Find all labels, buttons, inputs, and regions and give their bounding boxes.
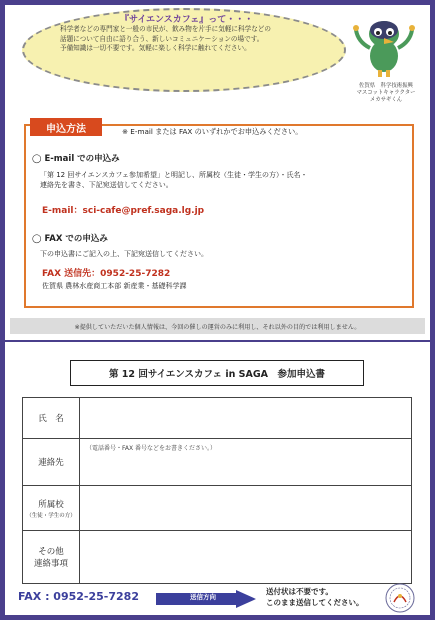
fax-organization: 佐賀県 農林水産商工本部 新産業・基礎科学課 [42, 282, 187, 290]
school-label-cell [23, 486, 80, 531]
mascot-caption: 佐賀県 科学技術振興 マスコットキャラクター メカサギくん [356, 83, 416, 103]
form-row-name [23, 398, 412, 439]
email-section-heading: ◯ E-mail での申込み [32, 154, 120, 164]
contact-label: 連絡先 [23, 439, 80, 486]
other-label-line1: その他 [38, 547, 64, 557]
form-row-other [23, 531, 412, 584]
name-field[interactable] [80, 398, 412, 439]
fax-section-heading: ◯ FAX での申込み [32, 234, 108, 244]
footer-fax-number: FAX : 0952-25-7282 [18, 590, 139, 603]
heron-mascot-icon [350, 12, 416, 78]
contact-hint: （電話番号・FAX 番号などをお書きください。） [86, 445, 217, 452]
logo-stamp-icon [380, 582, 420, 614]
school-sublabel: （生徒・学生の方） [26, 512, 76, 519]
application-method-tab: 申込方法 [30, 118, 102, 136]
email-instructions: 「第 12 回サイエンスカフェ参加希望」と明記し、所属校（生徒・学生の方）・氏名・ 連絡先を書き、下記宛送信してください。 [40, 171, 308, 189]
fax-instructions: 下の申込書にご記入の上、下記宛送信してください。 [40, 250, 208, 258]
send-direction-label: 送信方向 [190, 593, 216, 601]
form-row-school [23, 486, 412, 531]
application-note: ※ E-mail または FAX のいずれかでお申込みください。 [122, 127, 303, 136]
school-field[interactable] [80, 486, 412, 531]
other-field[interactable] [80, 531, 412, 584]
fax-destination: FAX 送信先：0952-25-7282 [42, 269, 171, 279]
intro-title: 『サイエンスカフェ』って・・・ [120, 15, 254, 25]
other-label-cell [23, 531, 80, 584]
email-address[interactable]: E-mail：sci-cafe@pref.saga.lg.jp [42, 206, 205, 216]
form-row-contact [23, 439, 412, 486]
privacy-notice: ※提供していただいた個人情報は、今回の催しの運営のみに利用し、それ以外の目的では利用しません。 [10, 318, 425, 334]
form-title: 第 12 回サイエンスカフェ in SAGA 参加申込書 [70, 360, 364, 386]
application-form-table [22, 397, 412, 584]
footer-note: 送付状は不要です。 このまま送信してください。 [266, 587, 364, 607]
other-label-line2: 連絡事項 [33, 559, 68, 569]
contact-field[interactable] [80, 439, 412, 486]
separator-line [5, 340, 430, 342]
intro-text: 科学者などの専門家と一般の市民が、飲み物を片手に気軽に科学などの 話題について自由に語り合う、新しいコミュニケーションの場です。 予備知識は一切不要です。気軽に楽しく科学に触れてください。 [60, 25, 271, 53]
school-label: 所属校 [38, 499, 64, 510]
name-label: 氏 名 [23, 398, 80, 439]
